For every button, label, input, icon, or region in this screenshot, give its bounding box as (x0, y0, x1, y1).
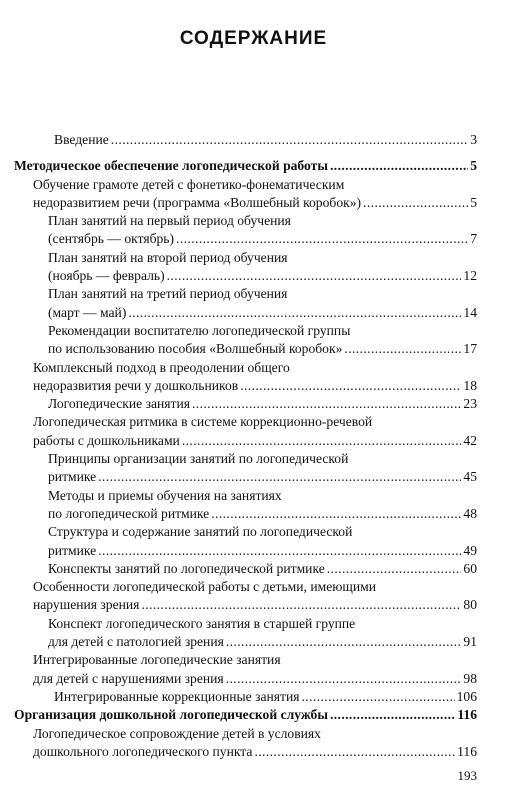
toc-page-number: 3 (470, 132, 477, 147)
toc-entry (14, 615, 477, 652)
toc-entry-line (48, 468, 477, 486)
toc-page-number: 91 (463, 634, 477, 650)
toc-entry-line (48, 304, 477, 322)
toc-entry-text: Логопедическое сопровождение детей в условиях (33, 725, 321, 741)
page-title: СОДЕРЖАНИЕ (179, 28, 328, 49)
toc-entry-text: нарушения зрения (33, 597, 140, 613)
table-of-contents (14, 131, 477, 761)
toc-entry-text: План занятий на первый период обучения (48, 213, 291, 229)
toc-entry-line (48, 542, 477, 560)
dot-leader (302, 688, 455, 706)
dot-leader (98, 468, 461, 486)
toc-entry-line (33, 176, 477, 194)
dot-leader (98, 542, 461, 560)
toc-entry-line (48, 322, 477, 340)
toc-page-number: 48 (463, 505, 477, 521)
toc-entry-text: ритмике (48, 542, 97, 558)
toc-entry-line (48, 249, 477, 267)
toc-page-number: 98 (463, 670, 477, 686)
toc-entry (14, 359, 477, 396)
toc-entry (14, 725, 477, 762)
toc-entry (14, 249, 477, 286)
toc-entry-line (33, 413, 477, 431)
toc-entry-text: для детей с патологией зрения (48, 634, 224, 650)
dot-leader (211, 505, 461, 523)
toc-entry-text: по логопедической ритмике (48, 505, 210, 521)
toc-entry-text: работы с дошкольниками (33, 432, 180, 448)
toc-entry-line (14, 706, 477, 724)
toc-entry (14, 450, 477, 487)
toc-page-number: 106 (456, 688, 477, 704)
toc-entry (14, 176, 477, 213)
toc-page-number: 42 (463, 432, 477, 448)
dot-leader (363, 194, 468, 212)
toc-entry-text: недоразвитием речи (программа «Волшебный коробок») (33, 194, 362, 210)
toc-entry-line (48, 395, 477, 413)
toc-entry-line (48, 340, 477, 358)
toc-entry-text: Структура и содержание занятий по логопедической (48, 524, 353, 540)
toc-entry-line (54, 688, 477, 706)
toc-entry-line (33, 359, 477, 377)
toc-page-number: 12 (463, 268, 477, 284)
toc-page-number: 14 (463, 304, 477, 320)
toc-entry-text: Принципы организации занятий по логопедической (48, 451, 349, 467)
dot-leader (176, 230, 468, 248)
toc-entry-text: (сентябрь — октябрь) (48, 231, 175, 247)
toc-entry-line (33, 743, 477, 761)
toc-page-number: 45 (463, 469, 477, 485)
toc-page-number: 49 (463, 542, 477, 558)
toc-page-number: 5 (470, 158, 477, 174)
toc-entry-text: Логопедические занятия (48, 396, 190, 412)
toc-page-number: 60 (463, 560, 477, 576)
toc-entry-line (48, 615, 477, 633)
toc-entry-text: Организация дошкольной логопедической службы (14, 707, 328, 723)
toc-entry-text: Интегрированные коррекционные занятия (54, 688, 300, 704)
toc-entry-text: по использованию пособия «Волшебный коробок» (48, 341, 343, 357)
toc-entry-text: Особенности логопедической работы с детьми, имеющими (33, 579, 377, 595)
dot-leader (240, 377, 461, 395)
toc-entry-line (33, 725, 477, 743)
toc-entry-text: Рекомендации воспитателю логопедической группы (48, 322, 351, 338)
toc-page-number: 5 (470, 194, 477, 210)
dot-leader (111, 131, 468, 149)
toc-entry-line (48, 285, 477, 303)
page-number: 193 (457, 768, 477, 783)
toc-entry-line (48, 505, 477, 523)
toc-entry (14, 487, 477, 524)
dot-leader (330, 706, 455, 724)
toc-entry (14, 688, 477, 706)
toc-entry-line (48, 267, 477, 285)
toc-entry-line (33, 596, 477, 614)
toc-entry-text: Введение (54, 132, 109, 147)
toc-entry-text: План занятий на второй период обучения (48, 249, 288, 265)
toc-entry (14, 413, 477, 450)
toc-entry-text: Логопедическая ритмика в системе коррекционно-речевой (33, 414, 373, 430)
toc-page-number: 23 (463, 396, 477, 412)
toc-entry-text: Методы и приемы обучения на занятиях (48, 487, 282, 503)
toc-entry-text: (ноябрь — февраль) (48, 268, 165, 284)
toc-entry (14, 523, 477, 560)
toc-entry-line (33, 377, 477, 395)
toc-entry-line (48, 230, 477, 248)
toc-entry (14, 322, 477, 359)
toc-entry-line (14, 157, 477, 175)
toc-entry (14, 560, 477, 578)
toc-entry (14, 706, 477, 724)
dot-leader (330, 157, 468, 175)
toc-entry (14, 212, 477, 249)
toc-entry-text: (март — май) (48, 304, 127, 320)
toc-entry-line (33, 578, 477, 596)
toc-entry (14, 131, 477, 149)
dot-leader (167, 267, 462, 285)
toc-entry-line (48, 450, 477, 468)
toc-entry-line (48, 487, 477, 505)
toc-entry-text: Конспекты занятий по логопедической ритмике (48, 560, 325, 576)
toc-entry (14, 157, 477, 175)
dot-leader (254, 743, 455, 761)
dot-leader (327, 560, 462, 578)
toc-entry-line (33, 194, 477, 212)
toc-entry-line (48, 523, 477, 541)
toc-page-number: 116 (457, 743, 477, 759)
toc-entry-text: Методическое обеспечение логопедической работы (14, 158, 328, 174)
dot-leader (141, 596, 461, 614)
toc-entry-line (33, 670, 477, 688)
toc-entry-text: План занятий на третий период обучения (48, 286, 288, 302)
dot-leader (192, 395, 461, 413)
toc-entry-text: Интегрированные логопедические занятия (33, 652, 281, 668)
toc-page-number: 7 (470, 231, 477, 247)
toc-entry-line (54, 131, 477, 149)
dot-leader (182, 432, 462, 450)
toc-entry (14, 578, 477, 615)
dot-leader (344, 340, 461, 358)
toc-entry-text: для детей с нарушениями зрения (33, 670, 224, 686)
toc-entry-text: недоразвития речи у дошкольников (33, 377, 239, 393)
toc-entry-line (33, 651, 477, 669)
toc-entry (14, 285, 477, 322)
toc-entry (14, 395, 477, 413)
toc-entry-line (48, 212, 477, 230)
toc-entry-line (48, 633, 477, 651)
dot-leader (226, 633, 462, 651)
toc-entry-line (48, 560, 477, 578)
toc-entry-text: Конспект логопедического занятия в старшей группе (48, 615, 356, 631)
toc-page-number: 80 (463, 597, 477, 613)
toc-entry-text: Комплексный подход в преодолении общего (33, 359, 290, 375)
toc-entry-text: дошкольного логопедического пункта (33, 743, 253, 759)
dot-leader (226, 670, 462, 688)
toc-entry (14, 651, 477, 688)
toc-entry-text: Обучение грамоте детей с фонетико-фонематическим (33, 176, 345, 192)
toc-entry-text: ритмике (48, 469, 97, 485)
dot-leader (128, 304, 461, 322)
toc-entry-line (33, 432, 477, 450)
toc-page-number: 18 (463, 377, 477, 393)
toc-page-number: 17 (463, 341, 477, 357)
toc-page-number: 116 (457, 707, 477, 723)
